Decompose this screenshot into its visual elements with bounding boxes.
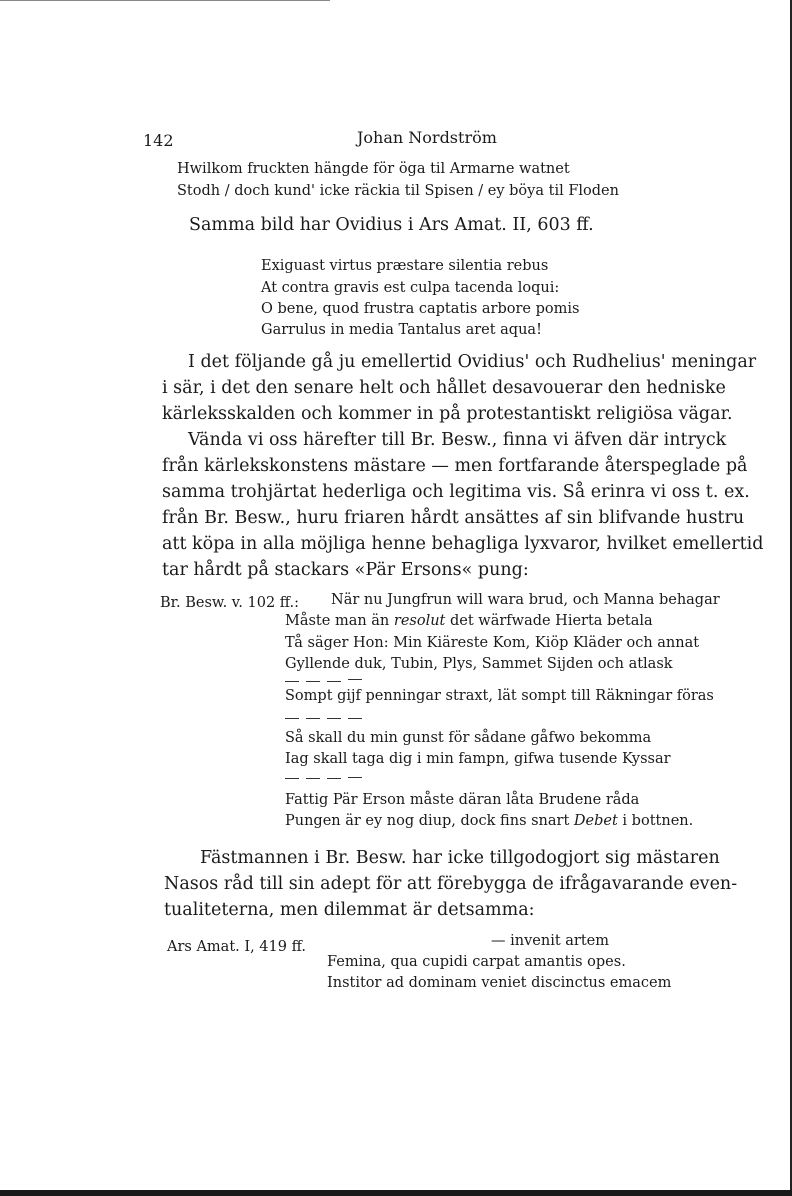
- quote2-line-4: Gyllende duk, Tubin, Plys, Sammet Sijden och atlask: [285, 656, 673, 672]
- latin1-line-2: At contra gravis est culpa tacenda loqui:: [261, 280, 560, 296]
- quote2-line-7: Iag skall taga dig i min fampn, gifwa tusende Kyssar: [285, 751, 671, 767]
- running-title: Johan Nordström: [357, 128, 497, 147]
- quote1-line-2: Stodh / doch kund' icke räckia til Spisen / ey böya til Floden: [177, 183, 619, 199]
- para2-line-1: Vända vi oss härefter till Br. Besw., finna vi äfven där intryck: [188, 430, 727, 450]
- para2-line-3: samma trohjärtat hederliga och legitima vis. Så erinra vi oss t. ex.: [162, 482, 750, 502]
- para3-line-3: tualiteterna, men dilemmat är detsamma:: [164, 900, 535, 920]
- quote2-reference: Br. Besw. v. 102 ff.:: [160, 595, 300, 611]
- quote2-line-5: Sompt gijf penningar straxt, lät sompt till Räkningar föras: [285, 688, 714, 704]
- quote3-line-1: — invenit artem: [491, 933, 610, 949]
- para1-line-1: I det följande gå ju emellertid Ovidius' och Rudhelius' meningar: [188, 352, 757, 372]
- latin1-line-3: O bene, quod frustra captatis arbore pomis: [261, 301, 580, 317]
- quote2-line-3: Tå säger Hon: Min Kiäreste Kom, Kiöp Kläder och annat: [285, 635, 700, 651]
- page-number: 142: [143, 131, 174, 150]
- para2-line-5: att köpa in alla möjliga henne behagliga lyxvaror, hvilket emellertid: [162, 534, 764, 554]
- quote3-line-2: Femina, qua cupidi carpat amantis opes.: [327, 954, 626, 970]
- quote3-reference: Ars Amat. I, 419 ff.: [167, 939, 306, 955]
- para2-line-6: tar hårdt på stackars «Pär Ersons« pung:: [162, 560, 529, 580]
- latin1-line-4: Garrulus in media Tantalus aret aqua!: [261, 322, 542, 338]
- para3-line-1: Fästmannen i Br. Besw. har icke tillgodogjort sig mästaren: [200, 848, 720, 868]
- para3-line-2: Nasos råd till sin adept för att förebygga de ifrågavarande even-: [164, 874, 738, 894]
- scan-edge-top: [0, 0, 330, 1]
- latin1-line-1: Exiguast virtus præstare silentia rebus: [261, 258, 549, 274]
- para1-line-3: kärleksskalden och kommer in på protestantiskt religiösa vägar.: [162, 404, 733, 424]
- quote2-line-1: När nu Jungfrun will wara brud, och Manna behagar: [331, 592, 720, 608]
- quote2-line-9: Pungen är ey nog diup, dock fins snart Debet i bottnen.: [285, 813, 694, 829]
- sentence-ovidius: Samma bild har Ovidius i Ars Amat. II, 603 ff.: [189, 215, 594, 235]
- para2-line-2: från kärlekskonstens mästare — men fortfarande återspeglade på: [162, 456, 748, 476]
- quote2-line-6: Så skall du min gunst för sådane gåfwo bekomma: [285, 730, 652, 746]
- quote3-line-3: Institor ad dominam veniet discinctus emacem: [327, 975, 672, 991]
- quote1-line-1: Hwilkom fruckten hängde för öga til Armarne watnet: [177, 161, 570, 177]
- scan-edge-bottom: [0, 1190, 792, 1196]
- quote2-line-8: Fattig Pär Erson måste däran låta Brudene råda: [285, 792, 640, 808]
- quote2-line-2: Måste man än resolut det wärfwade Hierta betala: [285, 613, 653, 629]
- para2-line-4: från Br. Besw., huru friaren hårdt ansättes af sin blifvande hustru: [162, 508, 745, 528]
- para1-line-2: i sär, i det den senare helt och hållet desavouerar den hedniske: [162, 378, 726, 398]
